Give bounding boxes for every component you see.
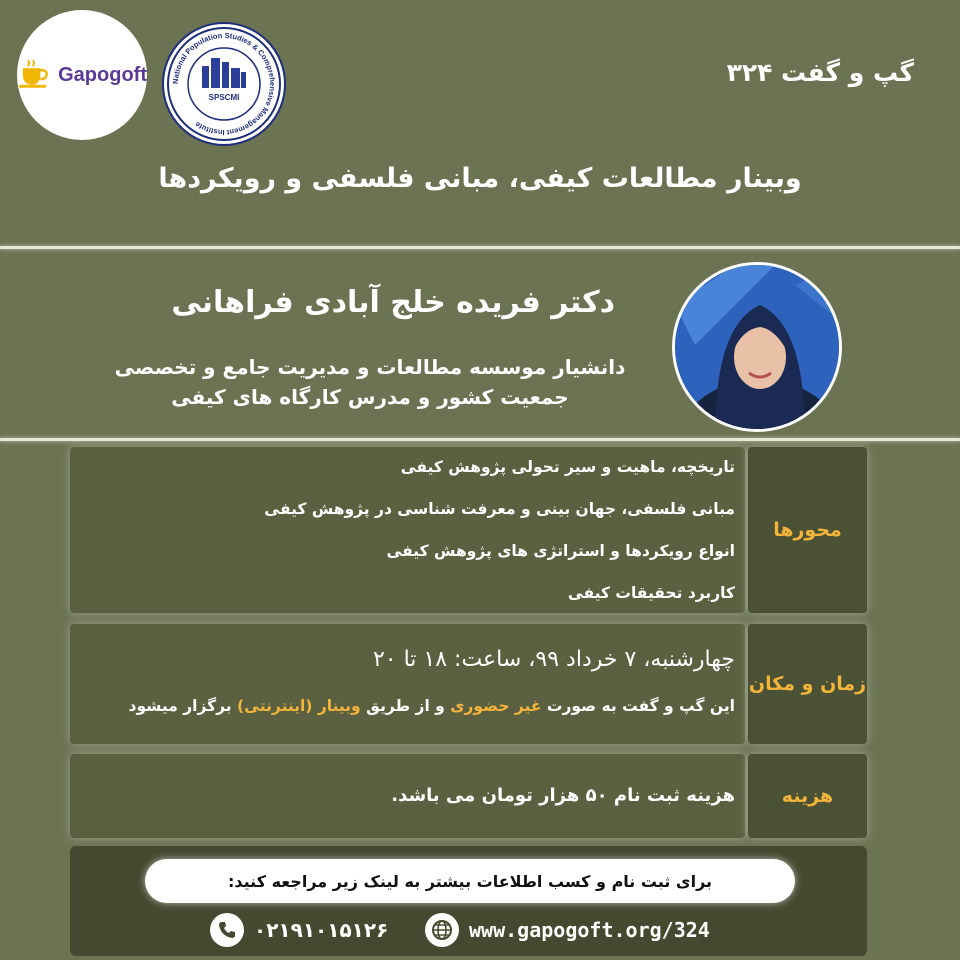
register-banner: برای ثبت نام و کسب اطلاعات بیشتر به لینک زیر مراجعه کنید: bbox=[145, 859, 795, 903]
phone-number: ۰۲۱۹۱۰۱۵۱۲۶ bbox=[254, 918, 389, 942]
seal-center-text: SPSCMI bbox=[208, 93, 240, 102]
topics-label: محورها bbox=[748, 447, 867, 613]
cup-icon bbox=[17, 58, 56, 92]
speaker-desc-line1: دانشیار موسسه مطالعات و مدیریت جامع و تخصصی bbox=[114, 355, 626, 379]
institute-seal-graphic bbox=[164, 24, 284, 144]
topic-item: انواع رویکردها و استراتژی های پژوهش کیفی bbox=[386, 542, 735, 560]
phone-icon bbox=[210, 913, 244, 947]
speaker-photo bbox=[672, 262, 842, 432]
topic-item: تاریخچه، ماهیت و سیر تحولی پژوهش کیفی bbox=[400, 458, 735, 476]
institute-seal bbox=[162, 22, 286, 146]
event-mode: این گپ و گفت به صورت غیر حضوری و از طریق وبینار (اینترنتی) برگزار میشود bbox=[128, 697, 735, 715]
website-url: www.gapogoft.org/324 bbox=[469, 918, 710, 942]
speaker-description bbox=[90, 352, 650, 412]
middle-divider bbox=[0, 438, 960, 441]
session-title: گپ و گفت ۳۲۴ bbox=[726, 58, 914, 87]
brand-name: Gapogoft bbox=[58, 63, 147, 86]
webinar-title: وبینار مطالعات کیفی، مبانی فلسفی و رویکردها bbox=[158, 163, 802, 194]
time-place-body bbox=[70, 624, 745, 744]
phone-link[interactable] bbox=[210, 913, 388, 947]
topic-item: کاربرد تحقیقات کیفی bbox=[567, 584, 735, 602]
speaker-desc-line2: جمعیت کشور و مدرس کارگاه های کیفی bbox=[171, 385, 569, 409]
website-link[interactable] bbox=[425, 913, 710, 947]
fee-label: هزینه bbox=[748, 754, 867, 838]
top-divider bbox=[0, 246, 960, 249]
speaker-name: دکتر فریده خلج آبادی فراهانی bbox=[171, 285, 615, 320]
mode-highlight-online: غیر حضوری bbox=[450, 697, 542, 715]
globe-icon bbox=[425, 913, 459, 947]
time-place-label: زمان و مکان bbox=[748, 624, 867, 744]
topic-item: مبانی فلسفی، جهان بینی و معرفت شناسی در پژوهش کیفی bbox=[264, 500, 735, 518]
fee-text: هزینه ثبت نام ۵۰ هزار تومان می باشد. bbox=[391, 785, 735, 806]
seal-ring-text: National Population Studies & Comprehensive Management Institute bbox=[170, 30, 278, 138]
mode-highlight-webinar: وبینار (اینترنتی) bbox=[237, 697, 361, 715]
event-datetime: چهارشنبه، ۷ خرداد ۹۹، ساعت: ۱۸ تا ۲۰ bbox=[372, 647, 735, 672]
gapogoft-logo bbox=[17, 10, 147, 140]
